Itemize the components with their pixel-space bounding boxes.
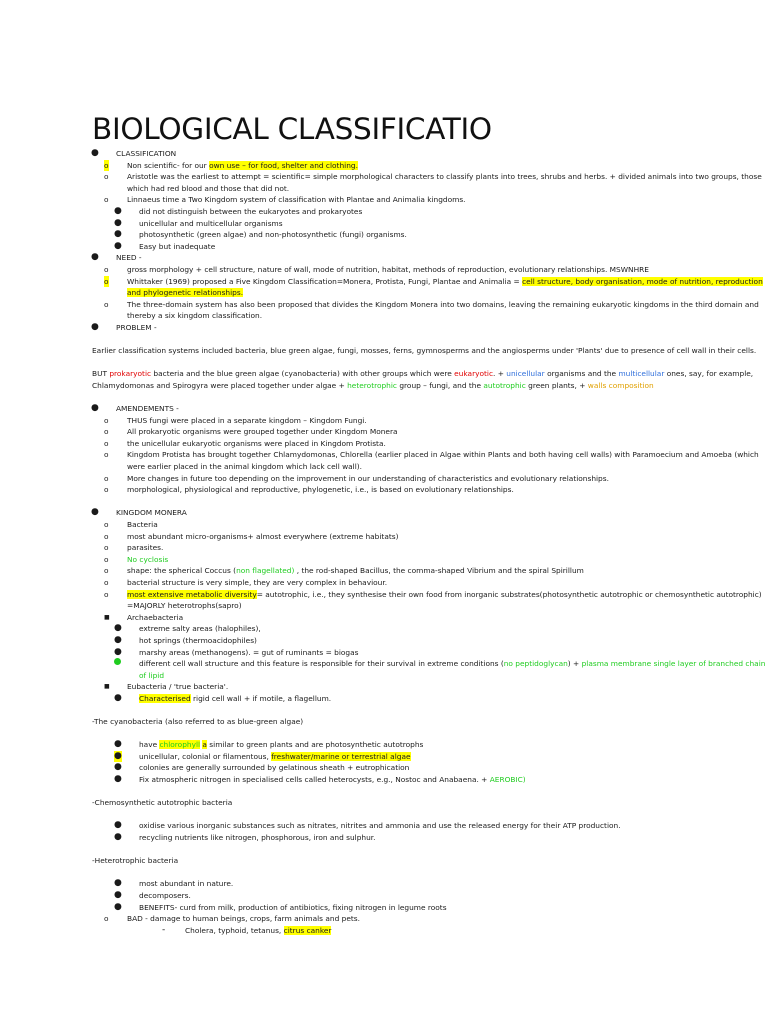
text-run: Aristotle was the earliest to attempt = scientific= simple morphological characters to classify plants into trees, shrubs and herbs. + divided animals into two groups, those which had red blood and those that did not. <box>127 172 762 193</box>
list-item <box>0 160 768 172</box>
text-run: organisms and the <box>544 369 619 379</box>
bullet-circle-icon: o <box>104 264 109 274</box>
text-run: PROBLEM - <box>116 322 157 332</box>
bullet-circle-icon: o <box>104 914 109 924</box>
text-run: Non scientific- for our <box>127 160 210 170</box>
list-item <box>0 241 768 253</box>
item-text <box>127 160 768 172</box>
document-title: BIOLOGICAL CLASSIFICATIO <box>92 112 492 146</box>
item-text <box>116 403 768 415</box>
list-item <box>0 623 768 635</box>
paragraph-gap <box>0 391 768 403</box>
text-run: All prokaryotic organisms were grouped together under Kingdom Monera <box>127 427 398 437</box>
list-item <box>0 542 768 554</box>
item-text <box>139 241 768 253</box>
text-run: Earlier classification systems included bacteria, blue green algae, fungi, mosses, ferns, gymnosperms and the angiosperms under 'Plants' due to presence of cell wall in their cells. <box>92 346 757 356</box>
text-run: group – fungi, and the <box>397 380 484 390</box>
bullet-dot-icon: ● <box>114 878 122 889</box>
bullet-dot-icon: ● <box>114 205 122 216</box>
list-item <box>0 902 768 914</box>
list-item <box>0 229 768 241</box>
bullet-dot-icon: ● <box>114 229 122 240</box>
item-text <box>127 264 768 276</box>
bullet-dot-icon: ● <box>114 634 122 645</box>
bullet-dot-icon: ● <box>114 750 122 761</box>
bullet-dot-icon: ● <box>114 240 122 251</box>
list-item <box>0 832 768 844</box>
paragraph-gap <box>0 705 768 717</box>
bullet-square-icon: ■ <box>104 683 110 691</box>
paragraph-gap <box>0 357 768 369</box>
item-text <box>127 426 768 438</box>
text-run: Whittaker (1969) proposed a Five Kingdom Classification=Monera, Protista, Fungi, Plantae and Animalia = <box>127 276 523 286</box>
item-text <box>139 820 768 832</box>
list-item <box>0 148 768 160</box>
bullet-dot-icon: ● <box>114 820 122 831</box>
item-text <box>139 890 768 902</box>
item-text <box>92 345 768 357</box>
bullet-circle-icon: o <box>104 520 109 529</box>
list-item <box>0 589 768 612</box>
bullet-dot-icon: ● <box>91 403 99 414</box>
item-text <box>127 531 768 543</box>
item-text <box>139 635 768 647</box>
item-text <box>139 647 768 659</box>
item-text <box>127 415 768 427</box>
item-text <box>127 299 768 322</box>
bullet-circle-icon: o <box>104 589 109 599</box>
item-text <box>116 507 768 519</box>
list-item <box>0 681 768 693</box>
bullet-dot-icon: ● <box>114 623 122 634</box>
item-text <box>127 473 768 485</box>
list-item <box>0 299 768 322</box>
text-run: green plants, + <box>525 380 588 390</box>
list-item <box>0 438 768 450</box>
bullet-square-icon: ■ <box>104 613 110 621</box>
list-item <box>0 218 768 230</box>
text-run: ) + <box>567 659 582 669</box>
text-run: No cyclosis <box>127 554 169 564</box>
bullet-circle-icon: o <box>104 485 109 495</box>
text-run: = autotrophic, i.e., they synthesise their own food from inorganic substrates(photosynthetic autotrophic or chemosynthetic autotrophic) =MAJORLY heterotrophs(sapro) <box>127 589 762 611</box>
list-item <box>0 693 768 705</box>
paragraph-gap <box>0 809 768 821</box>
bullet-circle-icon: o <box>104 450 109 460</box>
list-item <box>0 194 768 206</box>
bullet-circle-icon: o <box>104 299 109 309</box>
bullet-circle-icon: o <box>104 276 109 286</box>
list-item <box>0 554 768 566</box>
text-run: unicellular <box>506 369 545 379</box>
item-text <box>139 739 768 751</box>
text-run: citrus canker <box>283 925 332 935</box>
text-run: gross morphology + cell structure, nature of wall, mode of nutrition, habitat, methods of reproduction, evolutionary relationships. MSWNHRE <box>127 264 649 274</box>
list-item <box>0 264 768 276</box>
list-item <box>0 890 768 902</box>
text-run: Archaebacteria <box>127 612 184 622</box>
item-text <box>139 774 768 786</box>
item-text <box>127 484 768 496</box>
text-run: KINGDOM MONERA <box>116 508 187 518</box>
text-run: heterotrophic <box>347 380 397 390</box>
text-run: CLASSIFICATION <box>116 149 177 158</box>
item-text <box>127 565 768 577</box>
list-item <box>0 519 768 531</box>
list-item <box>0 635 768 647</box>
text-run: More changes in future too depending on the improvement in our understanding of characteristics and evolutionary relationships. <box>127 473 609 483</box>
list-item <box>0 739 768 751</box>
text-run: have <box>139 740 160 750</box>
paragraph-gap <box>0 496 768 508</box>
item-text <box>127 589 768 612</box>
text-run: shape: the spherical Coccus ( <box>127 566 237 576</box>
bullet-dot-icon: ● <box>114 774 122 785</box>
paragraph <box>0 716 768 728</box>
text-run: hot springs (thermoacidophiles) <box>139 635 257 645</box>
text-run: colonies are generally surrounded by gelatinous sheath + eutrophication <box>139 763 410 773</box>
list-item <box>0 565 768 577</box>
text-run: AMENDEMENTS - <box>116 404 179 414</box>
bullet-dot-icon: ● <box>114 901 122 912</box>
text-run: oxidise various inorganic substances such as nitrates, nitrites and ammonia and use the released energy for their ATP production. <box>139 821 621 831</box>
text-run: photosynthetic (green algae) and non-photosynthetic (fungi) organisms. <box>139 230 407 240</box>
bullet-circle-icon: o <box>104 415 109 425</box>
text-run: Characterised <box>139 693 191 703</box>
bullet-circle-icon: o <box>104 577 109 587</box>
bullet-dot-icon: ● <box>91 148 99 158</box>
item-text <box>127 519 768 531</box>
bullet-circle-icon: o <box>104 531 109 541</box>
text-run: Eubacteria / 'true bacteria'. <box>127 682 229 692</box>
text-run: no peptidoglycan <box>503 659 568 669</box>
list-item <box>0 878 768 890</box>
item-text <box>139 658 768 681</box>
item-text <box>139 762 768 774</box>
list-item <box>0 507 768 519</box>
text-run: chlorophyll <box>159 740 201 750</box>
list-item <box>0 612 768 624</box>
item-text <box>139 206 768 218</box>
text-run: unicellular and multicellular organisms <box>139 218 283 228</box>
item-text <box>92 368 768 391</box>
text-run: rigid cell wall + if motile, a flagellum. <box>190 693 332 703</box>
bullet-dot-icon: ● <box>114 646 122 657</box>
bullet-circle-icon: o <box>104 172 109 182</box>
bullet-dot-icon: ● <box>114 832 122 843</box>
paragraph-gap <box>0 867 768 879</box>
bullet-dot-icon: ● <box>91 507 99 518</box>
bullet-circle-icon: o <box>104 566 109 576</box>
item-text <box>185 925 768 937</box>
paragraph-gap <box>0 334 768 346</box>
paragraph-gap <box>0 786 768 798</box>
text-run: walls composition <box>587 380 654 390</box>
text-run: NEED - <box>116 253 142 263</box>
text-run: own use – for food, shelter and clothing. <box>209 160 358 170</box>
item-text <box>139 218 768 230</box>
document-body <box>0 148 768 936</box>
text-run: The three-domain system has also been proposed that divides the Kingdom Monera into two domains, leaving the remaining eukaryotic kingdoms in the third domain and thereby a six kingdom classification. <box>127 299 759 321</box>
list-item <box>0 252 768 264</box>
bullet-dot-icon: ● <box>114 762 122 773</box>
item-text <box>127 171 768 194</box>
text-run: most extensive metabolic diversity <box>127 589 257 599</box>
text-run: Fix atmospheric nitrogen in specialised cells called heterocysts, e.g., Nostoc and Anabaena. + <box>139 775 490 785</box>
text-run: the unicellular eukaryotic organisms were placed in Kingdom Protista. <box>127 438 386 448</box>
text-run: plasma membrane single layer of branched chain of lipid <box>139 659 766 680</box>
text-run: cell structure, body organisation, mode of nutrition, reproduction and phylogenetic relationships. <box>127 276 763 298</box>
text-run: different cell wall structure and this feature is responsible for their survival in extreme conditions ( <box>139 659 504 669</box>
text-run: did not distinguish between the eukaryotes and prokaryotes <box>139 206 363 216</box>
item-text <box>127 554 768 566</box>
text-run: extreme salty areas (halophiles), <box>139 624 261 634</box>
list-item <box>0 206 768 218</box>
item-text <box>92 797 768 809</box>
paragraph <box>0 345 768 357</box>
bullet-circle-icon: o <box>104 427 109 437</box>
text-run: Bacteria <box>127 520 158 529</box>
list-item <box>0 426 768 438</box>
list-item <box>0 751 768 763</box>
text-run: autotrophic <box>483 380 526 390</box>
list-item <box>0 473 768 485</box>
bullet-circle-icon: o <box>104 160 109 170</box>
bullet-circle-icon: o <box>104 438 109 448</box>
bullet-dot-icon: ● <box>91 252 99 263</box>
item-text <box>127 194 768 206</box>
item-text <box>127 577 768 589</box>
list-item <box>0 484 768 496</box>
text-run: -The cyanobacteria (also referred to as blue-green algae) <box>92 717 304 727</box>
list-item <box>0 531 768 543</box>
list-item <box>0 449 768 472</box>
bullet-circle-icon: o <box>104 554 109 564</box>
list-item <box>0 577 768 589</box>
text-run: marshy areas (methanogens). = gut of ruminants = biogas <box>139 647 359 657</box>
list-item <box>0 658 768 681</box>
bullet-dot-icon: ● <box>114 739 122 750</box>
bullet-circle-icon: o <box>104 473 109 483</box>
text-run: -Heterotrophic bacteria <box>92 856 179 866</box>
text-run: unicellular, colonial or filamentous, <box>139 751 272 761</box>
list-item <box>0 403 768 415</box>
bullet-dash-icon: - <box>162 924 166 935</box>
item-text <box>127 276 768 299</box>
text-run: decomposers. <box>139 891 191 900</box>
item-text <box>139 878 768 890</box>
text-run: freshwater/marine or terrestrial algae <box>271 751 411 761</box>
item-text <box>127 913 768 925</box>
text-run: most abundant micro-organisms+ almost everywhere (extreme habitats) <box>127 531 399 541</box>
text-run: BENEFITS- curd from milk, production of antibiotics, fixing nitrogen in legume roots <box>139 902 447 912</box>
list-item <box>0 647 768 659</box>
text-run: AEROBIC) <box>489 775 526 785</box>
text-run: multicellular <box>618 369 665 379</box>
bullet-dot-icon: ● <box>114 890 122 900</box>
text-run: morphological, physiological and reproductive, phylogenetic, i.e., is based on evolutionary relationships. <box>127 485 514 495</box>
list-item <box>0 925 768 937</box>
item-text <box>116 322 768 334</box>
text-run: ones, say, for example, Chlamydomonas and Spirogyra were placed together under algae + <box>92 369 754 390</box>
text-run: Cholera, typhoid, tetanus, <box>185 925 284 935</box>
bullet-dot-icon: ● <box>91 321 99 332</box>
list-item <box>0 322 768 334</box>
text-run: most abundant in nature. <box>139 879 234 889</box>
item-text <box>127 438 768 450</box>
list-item <box>0 820 768 832</box>
item-text <box>139 623 768 635</box>
list-item <box>0 762 768 774</box>
text-run: parasites. <box>127 543 164 553</box>
text-run: non flagellated) <box>236 566 295 576</box>
item-text <box>92 716 768 728</box>
item-text <box>139 832 768 844</box>
bullet-dot-icon <box>114 658 121 670</box>
text-run: similar to green plants and are photosynthetic autotrophs <box>206 740 424 750</box>
list-item <box>0 774 768 786</box>
text-run: bacterial structure is very simple, they are very complex in behaviour. <box>127 577 388 587</box>
list-item <box>0 415 768 427</box>
item-text <box>139 902 768 914</box>
item-text <box>116 148 768 160</box>
paragraph-gap <box>0 728 768 740</box>
text-run: . + <box>493 369 507 379</box>
text-run: BAD - damage to human beings, crops, farm animals and pets. <box>127 914 360 924</box>
item-text <box>139 229 768 241</box>
paragraph <box>0 368 768 391</box>
paragraph-gap <box>0 844 768 856</box>
item-text <box>139 693 768 705</box>
list-item <box>0 913 768 925</box>
list-item <box>0 171 768 194</box>
text-run: Easy but inadequate <box>139 241 216 251</box>
item-text <box>139 751 768 763</box>
bullet-circle-icon: o <box>104 543 109 553</box>
bullet-dot-icon: ● <box>114 692 122 703</box>
bullet-circle-icon: o <box>104 195 109 205</box>
text-run: a <box>202 740 207 750</box>
bullet-dot-icon: ● <box>114 217 122 228</box>
item-text <box>92 855 768 867</box>
text-run: eukaryotic <box>454 369 494 379</box>
paragraph <box>0 797 768 809</box>
text-run: recycling nutrients like nitrogen, phosphorous, iron and sulphur. <box>139 833 376 843</box>
item-text <box>127 542 768 554</box>
list-item <box>0 276 768 299</box>
text-run: Kingdom Protista has brought together Chlamydomonas, Chlorella (earlier placed in Algae within Plants and both having cell walls) with Paramoecium and Amoeba (which were earlier placed in the animal kingdom which lack cell wall). <box>127 450 759 472</box>
text-run: bacteria and the blue green algae (cyanobacteria) with other groups which were <box>151 369 455 379</box>
text-run: THUS fungi were placed in a separate kingdom – Kingdom Fungi. <box>127 415 367 425</box>
item-text <box>127 449 768 472</box>
item-text <box>127 681 768 693</box>
item-text <box>116 252 768 264</box>
paragraph <box>0 855 768 867</box>
item-text <box>127 612 768 624</box>
text-run: -Chemosynthetic autotrophic bacteria <box>92 798 233 808</box>
text-run: , the rod-shaped Bacillus, the comma-shaped Vibrium and the spiral Spirillum <box>294 566 584 576</box>
text-run: prokaryotic <box>109 369 152 379</box>
text-run: BUT <box>92 369 110 379</box>
text-run: Linnaeus time a Two Kingdom system of classification with Plantae and Animalia kingdoms. <box>127 195 466 205</box>
